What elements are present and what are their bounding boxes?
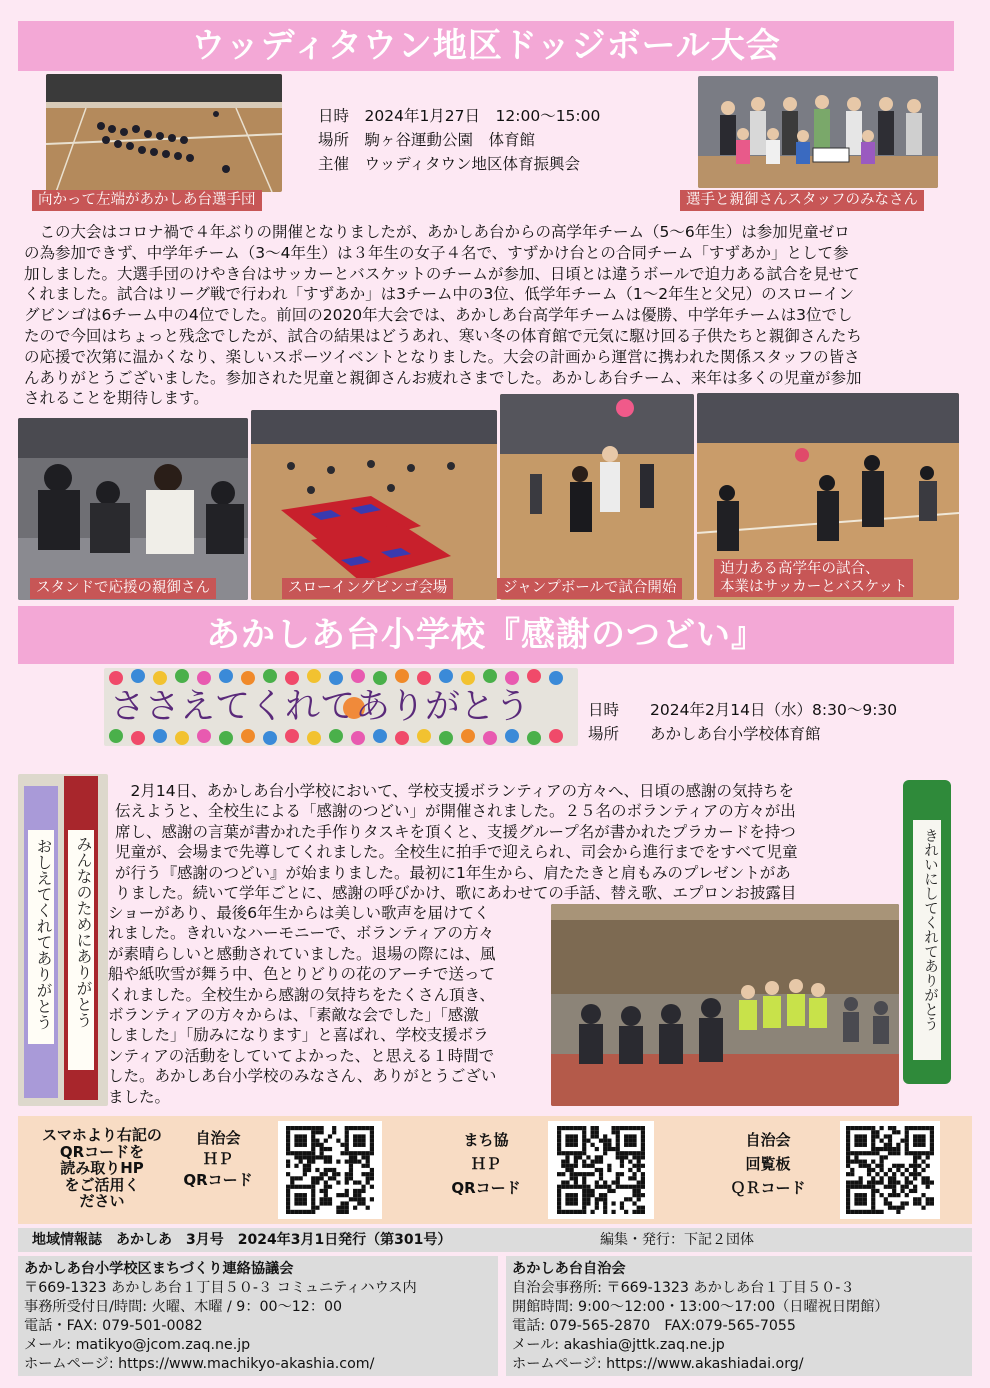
body-line: グビンゴは6チーム中の4位でした。前回の2020年大会では、あかしあ台高学年チームは優勝、中学年チームは3位でし xyxy=(24,306,853,325)
photo-sashes xyxy=(18,774,108,1106)
footer-jichikai xyxy=(506,1256,972,1376)
event2-date: 日時 2024年2月14日（水）8:30～9:30 xyxy=(588,701,898,719)
org-address: 自治会事務所: 〒669-1323 あかしあ台１丁目５０-３ xyxy=(512,1280,855,1296)
event-host: 主催 ウッディタウン地区体育振興会 xyxy=(318,155,580,173)
caption-stands: スタンドで応援の親御さん xyxy=(30,578,216,599)
org-hours: 事務所受付日/時間: 火曜、木曜 / 9：00～12：00 xyxy=(24,1299,343,1315)
qr-intro-line: スマホより右記の xyxy=(42,1126,162,1144)
body-line: の為参加できず、中学年チーム（3～4年生）は３年生の女子４名で、すずかけ台との合同チーム「すずあか」として参 xyxy=(24,243,849,262)
qr-label-line: ＨＰ xyxy=(202,1150,233,1168)
body-line: ボランティアの方々からは、「素敵な会でした」「感激 xyxy=(108,1006,479,1025)
org-name: あかしあ台小学校区まちづくり連絡協議会 xyxy=(24,1261,294,1277)
body-line: ンティアの活動をしていてよかった、と思える１時間で xyxy=(108,1046,495,1065)
section2-info xyxy=(588,698,897,746)
qr-intro-line: 読み取りHP xyxy=(60,1159,144,1177)
body-line: が行う『感謝のつどい』が始まりました。最初に1年生から、肩たたきと肩もみのプレゼントがあ xyxy=(115,863,791,882)
body-line: 2月14日、あかしあ台小学校において、学校支援ボランティアの方々へ、日頃の感謝の気持ちを xyxy=(115,782,795,800)
qr-label-line: 回覧板 xyxy=(745,1155,791,1173)
qr-intro xyxy=(38,1127,166,1210)
body-line: が素晴らしいと感動されていました。退場の際には、風 xyxy=(108,944,496,963)
body-line: 加しました。大選手団のけやき台はサッカーとバスケットのチームが参加、日頃とは違うボールで迫力ある試合を見せて xyxy=(24,264,860,283)
body-line: くれました。全校生から感謝の気持ちをたくさん頂き、 xyxy=(108,985,495,1004)
body-line: ました。 xyxy=(108,1087,171,1106)
section2-title: あかしあ台小学校『感謝のつどい』 xyxy=(18,606,954,664)
photo-thanks-banner xyxy=(104,668,578,746)
caption-match-line1: 迫力ある高学年の試合、 xyxy=(720,561,880,577)
caption-match xyxy=(714,559,913,597)
issue-info: 地域情報誌 あかしあ 3月号 2024年3月1日発行（第301号） xyxy=(32,1232,452,1248)
org-tel: 電話: 079-565-2870 FAX:079-565-7055 xyxy=(512,1318,796,1334)
body-line: たので今回はちょっと残念でしたが、試合の結果はどうあれ、寒い冬の体育館で元気に駆け回る子供たちと親御さんたち xyxy=(24,326,862,345)
qr-label-2 xyxy=(436,1128,536,1200)
editor-info: 編集・発行：下記２団体 xyxy=(600,1232,754,1248)
photo-bingo xyxy=(251,410,497,600)
body-line: した。あかしあ台小学校のみなさん、ありがとうござい xyxy=(108,1067,497,1086)
photo-green-sash xyxy=(903,780,951,1084)
photo-group xyxy=(698,76,938,188)
qr-intro-line: ださい xyxy=(79,1192,125,1210)
footer-issue-bar xyxy=(18,1228,972,1252)
qr-intro-line: QRコードを xyxy=(59,1142,145,1161)
qr-label-line: QRコード xyxy=(183,1171,253,1189)
caption-team: 向かって左端があかしあ台選手団 xyxy=(32,190,262,211)
body-line: ショーがあり、最後6年生からは美しい歌声を届けてく xyxy=(108,904,490,922)
sash-text-2: みんなのためにありがとう xyxy=(74,836,93,1028)
body-line: の応援で次第に温かくなり、楽しいスポーツイベントとなりました。大会の計画から運営に携われた関係スタッフの皆さ xyxy=(24,347,860,366)
body-line: しました」「励みになります」と喜ばれ、学校支援ボラ xyxy=(108,1026,489,1045)
section2-body-bottom xyxy=(108,903,544,1107)
body-line: くれました。試合はリーグ戦で行われ「すずあか」は3チーム中の3位、低学年チーム（1～2年生と父兄）のスローイン xyxy=(24,285,855,304)
photo-volunteers xyxy=(551,904,899,1106)
body-line: 児童が、会場まで先導してくれました。全校生に拍手で迎えられ、司会から進行までをすべて児童 xyxy=(115,843,798,862)
org-web-link[interactable]: ホームページ: https://www.machikyo-akashia.com/ xyxy=(24,1356,375,1372)
footer-machikyo xyxy=(18,1256,498,1376)
green-sash-text: きれいにしてくれてありがとう xyxy=(922,828,938,1031)
org-mail-link[interactable]: メール: akashia@jttk.zaq.ne.jp xyxy=(512,1337,725,1353)
qr-band xyxy=(18,1116,972,1224)
event2-place: 場所 あかしあ台小学校体育館 xyxy=(588,725,821,743)
org-address: 〒669-1323 あかしあ台１丁目５０-３ コミュニティハウス内 xyxy=(24,1280,417,1296)
body-line: この大会はコロナ禍で４年ぶりの開催となりましたが、あかしあ台からの高学年チーム（5～6年生）は参加児童ゼロ xyxy=(24,223,850,241)
event-date: 日時 2024年1月27日 12:00～15:00 xyxy=(318,107,601,125)
section1-title: ウッディタウン地区ドッジボール大会 xyxy=(18,21,954,71)
thanks-banner-text: ささえてくれてありがとう xyxy=(110,687,531,727)
org-name: あかしあ台自治会 xyxy=(512,1261,626,1277)
org-hours: 開館時間: 9:00～12:00・13:00～17:00（日曜祝日閉館） xyxy=(512,1299,889,1315)
qr-label-line: QRコード xyxy=(451,1179,521,1197)
qr-label-line: ＱＲコード xyxy=(730,1179,806,1197)
caption-match-line2: 本業はサッカーとバスケット xyxy=(720,579,908,595)
org-web-link[interactable]: ホームページ: https://www.akashiadai.org/ xyxy=(512,1356,804,1372)
section2-body-top xyxy=(115,781,901,903)
section1-body xyxy=(24,222,960,409)
qr-label-line: 自治会 xyxy=(745,1131,791,1149)
sash-text-1: おしえてくれてありがとう xyxy=(34,838,53,1030)
body-line: 席し、感謝の言葉が書かれた手作りタスキを頂くと、支援グループ名が書かれたプラカードを持つ xyxy=(115,822,796,841)
qr-code-machikyo-hp[interactable] xyxy=(548,1121,654,1219)
qr-label-line: 自治会 xyxy=(195,1129,241,1147)
body-line: 伝えようと、全校生による「感謝のつどい」が開催されました。２５名のボランティアの方々が出 xyxy=(115,802,796,821)
qr-label-line: まち協 xyxy=(463,1131,509,1149)
body-line: されることを期待します。 xyxy=(24,389,209,408)
caption-bingo: スローイングビンゴ会場 xyxy=(282,578,453,599)
section1-info xyxy=(318,104,600,176)
body-line: んありがとうございました。参加された児童と親御さんお疲れさまでした。あかしあ台チーム、来年は多くの児童が参加 xyxy=(24,368,862,387)
body-line: 船や紙吹雪が舞う中、色とりどりの花のアーチで送って xyxy=(108,965,496,984)
qr-intro-line: をご活用く xyxy=(64,1175,140,1194)
org-tel: 電話・FAX: 079-501-0082 xyxy=(24,1318,203,1334)
body-line: りました。続いて学年ごとに、感謝の呼びかけ、歌にあわせての手話、替え歌、エプロンお披露目 xyxy=(115,884,797,903)
qr-label-line: ＨＰ xyxy=(470,1155,501,1173)
qr-code-jichikai-hp[interactable] xyxy=(278,1121,382,1219)
caption-group: 選手と親御さんスタッフのみなさん xyxy=(680,190,924,211)
body-line: れました。きれいなハーモニーで、ボランティアの方々 xyxy=(108,924,494,943)
event-place: 場所 駒ヶ谷運動公園 体育館 xyxy=(318,131,536,149)
photo-stands xyxy=(18,418,248,600)
org-mail-link[interactable]: メール: matikyo@jcom.zaq.ne.jp xyxy=(24,1337,251,1353)
photo-jumpball xyxy=(500,394,694,600)
qr-label-1 xyxy=(168,1128,268,1191)
caption-jumpball: ジャンプボールで試合開始 xyxy=(497,578,682,599)
qr-code-kairanban[interactable] xyxy=(840,1121,940,1219)
photo-team-gym xyxy=(46,74,282,192)
qr-label-3 xyxy=(718,1128,818,1200)
